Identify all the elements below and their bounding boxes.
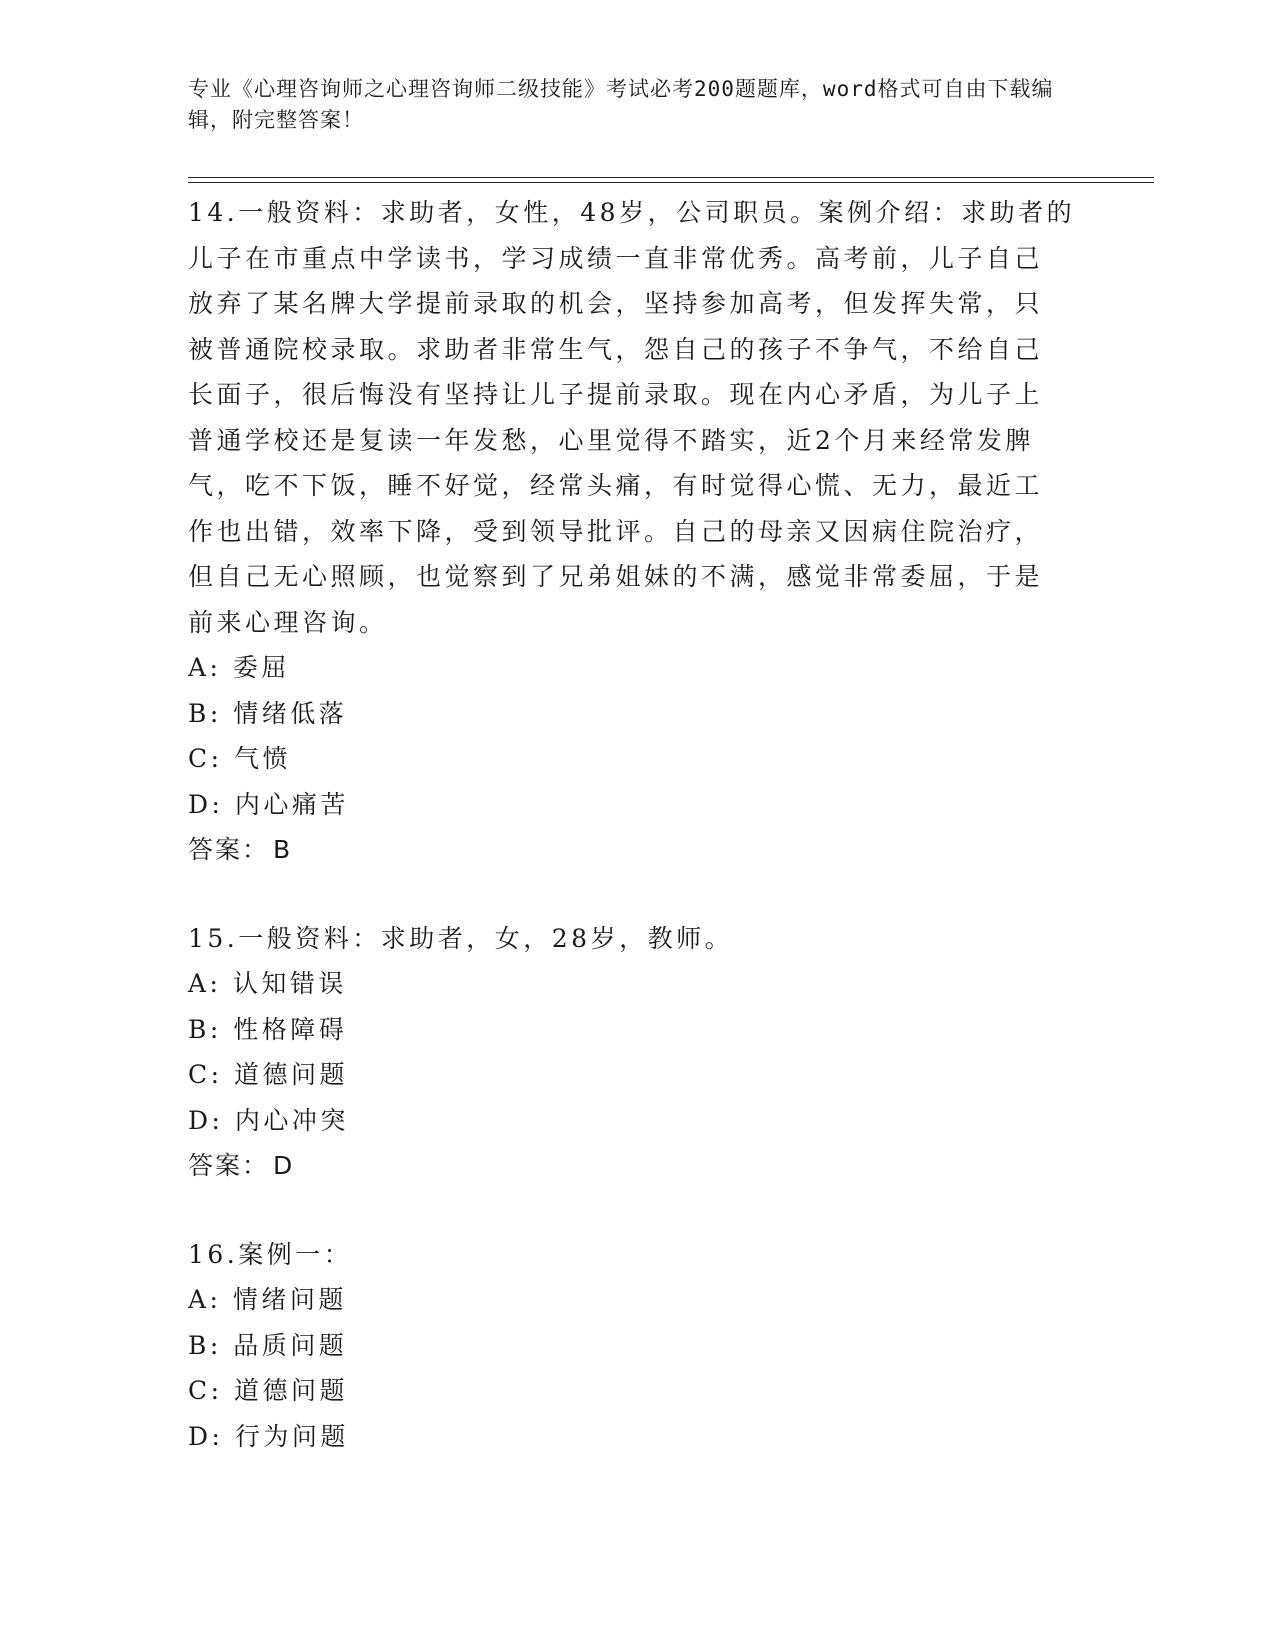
answer-label: 答案： — [188, 1151, 270, 1180]
question-stem-line: 普通学校还是复读一年发愁，心里觉得不踏实，近2个月来经常发脾 — [188, 425, 1034, 455]
header-divider-bottom — [188, 182, 1154, 183]
question-stem-line: 作也出错，效率下降，受到领导批评。自己的母亲又因病住院治疗， — [188, 516, 1044, 546]
question-stem-line: 前来心理咨询。 — [188, 607, 388, 637]
option-b: B: 情绪低落 — [188, 698, 348, 728]
question-stem-line: 但自己无心照顾，也觉察到了兄弟姐妹的不满，感觉非常委屈，于是 — [188, 562, 1044, 591]
option-b: B: 性格障碍 — [188, 1014, 348, 1044]
question-14 — [188, 190, 1088, 873]
answer-line — [188, 827, 1088, 873]
option-c: C: 道德问题 — [188, 1376, 348, 1405]
question-stem-line: 16.案例一： — [188, 1239, 353, 1269]
question-stem-line: 被普通院校录取。求助者非常生气，怨自己的孩子不争气，不给自己 — [188, 334, 1044, 364]
option-d: D: 行为问题 — [188, 1421, 349, 1451]
option-b: B: 品质问题 — [188, 1330, 348, 1360]
question-stem-line: 气，吃不下饭，睡不好觉，经常头痛，有时觉得心慌、无力，最近工 — [188, 471, 1044, 500]
answer-value: B — [273, 835, 293, 864]
option-c: C: 气愤 — [188, 744, 291, 773]
question-stem-line: 15.一般资料：求助者，女，28岁，教师。 — [188, 923, 734, 953]
answer-value: D — [273, 1151, 295, 1180]
option-d: D: 内心冲突 — [188, 1105, 349, 1135]
document-header-intro: 专业《心理咨询师之心理咨询师二级技能》考试必考200题题库，word格式可自由下载编辑，附完整答案！ — [188, 77, 1054, 132]
option-a: A: 认知错误 — [188, 969, 347, 998]
option-d: D: 内心痛苦 — [188, 789, 349, 819]
header-divider-top — [188, 177, 1154, 178]
answer-line — [188, 1143, 1088, 1189]
question-stem-line: 儿子在市重点中学读书，学习成绩一直非常优秀。高考前，儿子自己 — [188, 243, 1044, 273]
question-stem-line: 放弃了某名牌大学提前录取的机会，坚持参加高考，但发挥失常，只 — [188, 289, 1044, 318]
question-stem-line: 14.一般资料：求助者，女性，48岁，公司职员。案例介绍：求助者的 — [188, 198, 1076, 227]
question-list — [188, 190, 1088, 1459]
option-c: C: 道德问题 — [188, 1060, 348, 1089]
answer-label: 答案： — [188, 835, 270, 864]
option-a: A: 委屈 — [188, 653, 290, 682]
option-a: A: 情绪问题 — [188, 1285, 347, 1314]
question-15 — [188, 916, 1088, 1189]
question-stem-line: 长面子，很后悔没有坚持让儿子提前录取。现在内心矛盾，为儿子上 — [188, 380, 1044, 409]
question-16 — [188, 1232, 1088, 1460]
